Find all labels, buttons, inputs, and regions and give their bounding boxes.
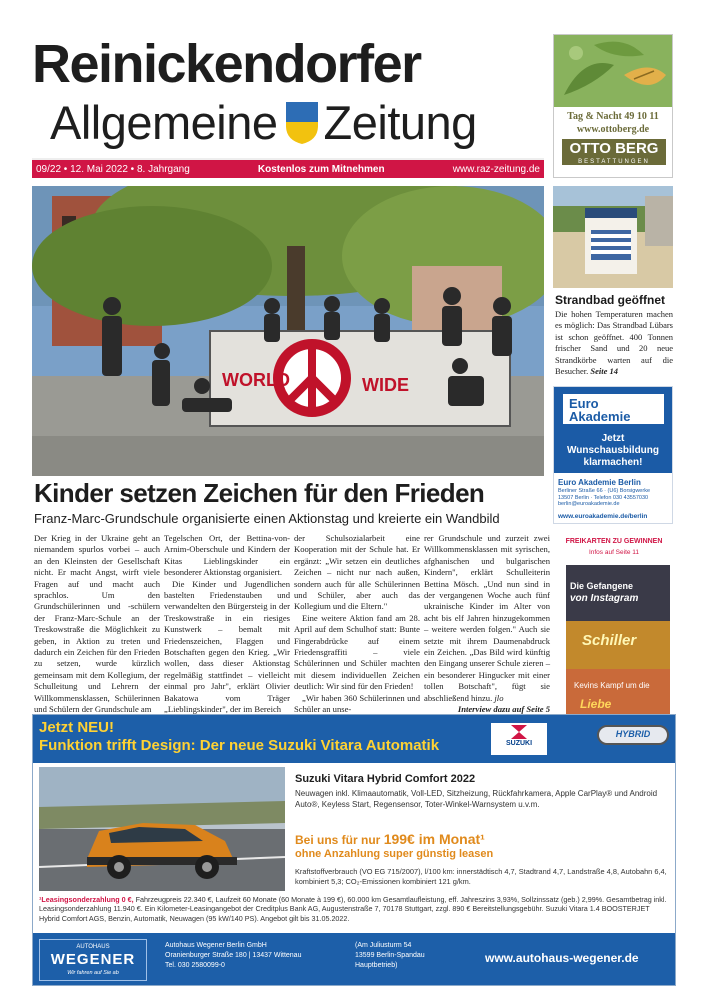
article-column-3 — [294, 533, 420, 716]
poster-instagram-title1: Die Gefangene — [570, 581, 634, 591]
euro-top-panel — [554, 387, 672, 473]
poster-kevin-title2: Liebe — [580, 697, 612, 711]
otto-berg-ad[interactable] — [553, 34, 673, 178]
dealer-address-second — [355, 941, 425, 971]
poster-kevin-title1: Kevins Kampf um die — [574, 681, 650, 690]
article-col3-text-a: der Schulsozialarbeit eine Kooperation mit der Schule hat. Er ergänzt: „Wir setzen ein deutliches Zeichen – nicht nur nach außen, sondern auch für alle Schülerinnen und Schüler, aber auch das Kollegium und die Eltern." — [294, 533, 420, 612]
poster-instagram — [566, 565, 670, 621]
leaf-image — [554, 35, 672, 107]
euro-address-line3: berlin@euroakademie.de — [558, 501, 620, 508]
ad-fine-print — [39, 895, 671, 923]
article-col2-text-a: Tegelschen Ort, der Bettina-von-Arnim-Oberschule und Kindern der Kitas Lieblingskinder ein besonderer Aktionstag organisiert. — [164, 533, 290, 578]
article-column-4 — [424, 533, 550, 716]
euro-cta-line2: Wunschausbildung — [566, 445, 660, 456]
euro-web[interactable]: www.euroakademie.de/berlin — [558, 513, 648, 520]
hybrid-text: HYBRID — [615, 729, 651, 739]
dealer-address-line2: Oranienburger Straße 180 | 13437 Wittenau — [165, 952, 302, 959]
beach-text — [555, 309, 673, 377]
suzuki-ad-header — [33, 715, 676, 763]
masthead-title-line2 — [50, 96, 477, 150]
free-note: Kostenlos zum Mitnehmen — [257, 163, 385, 175]
car-model: Suzuki Vitara Hybrid Comfort 2022 — [295, 773, 476, 785]
fuel-consumption: Kraftstoffverbrauch (VO EG 715/2007), l/100 km: innerstädtisch 4,7, Stadtrand 4,7, Landstraße 4,8, Autobahn 6,4, kombiniert 5,3; CO₂-Emissionen kombiniert 121 g/km. — [295, 867, 667, 886]
beach-headline: Strandbad geöffnet — [555, 293, 665, 307]
win-posters[interactable] — [566, 565, 670, 727]
euro-cta — [554, 433, 672, 469]
dealer-logo — [39, 939, 147, 981]
euro-cta-line1: Jetzt — [601, 433, 625, 444]
article-col2-text-b: Die Kinder und Jugendlichen bastelten Friedenstauben und verwandelten den Bürgersteig in der Treskowstraße in ein riesiges Kunstwerk – bemalt mit Friedenszeichen, Flaggen und Botschaften gegen den Krieg. „Wir wollen, dass dieser Aktionstag regelmäßig stattfindet – vielleicht einmal pro Jahr", erklärt Olivier Bakatowa vom Träger „Lieblingskinder", der im Bereich — [164, 578, 290, 715]
otto-phone: Tag & Nacht 49 10 11 — [567, 111, 659, 122]
beach-body: Die hohen Temperaturen machen es möglich: Das Strandbad Lübars ist schon geöffnet. 400 Tonnen frischer Sand und 20 neue Strandkörbe warten auf die Besucher. — [555, 309, 673, 377]
beach-photo — [553, 186, 673, 288]
article-col1-text: Der Krieg in der Ukraine geht an niemandem spurlos vorbei – auch an den Kleinsten der Gesellschaft nicht. Er macht Angst, wirft viele Fragen auf und macht auch sprachlos. Um den Grundschülerinnen und -schülern der Franz-Marc-Schule an der Treskowstraße die Möglichkeit zu geben, in Aktion zu treten und dadurch ein Zeichen für den Frieden zu setzen, wurde kürzlich gemeinsam mit dem Kollegium, der Schulleitung und Lehrern der Willkommensklassen, Schülerinnen und Schülern der Grundschule am — [34, 533, 160, 715]
euro-address — [558, 488, 650, 508]
otto-brand-text: OTTO BERG — [569, 140, 659, 157]
masthead-title-zeitung: Zeitung — [323, 96, 477, 149]
poster-schiller-title: Schiller — [582, 632, 637, 649]
dealer-logo-tagline: Wir fahren auf Sie ab — [67, 970, 119, 976]
suzuki-logo — [491, 723, 547, 755]
suzuki-brand: SUZUKI — [505, 740, 533, 747]
article-column-1 — [34, 533, 160, 716]
suzuki-ad-line2: Funktion trifft Design: Der neue Suzuki Vitara Automatik — [39, 737, 440, 754]
masthead-title-allgemeine: Allgemeine — [50, 96, 278, 149]
article-col4-text — [424, 533, 550, 704]
offer-prefix: Bei uns für nur — [295, 833, 381, 847]
svg-text:WORLD: WORLD — [222, 370, 290, 390]
dealer-logo-name: WEGENER — [50, 951, 136, 968]
svg-text:WIDE: WIDE — [362, 375, 409, 395]
article-subhead: Franz-Marc-Grundschule organisierte einen Aktionstag und kreierte ein Wandbild — [34, 511, 500, 526]
win-sub[interactable]: Infos auf Seite 11 — [588, 549, 640, 556]
win-headline: FREIKARTEN ZU GEWINNEN — [565, 538, 663, 545]
article-col3-text-b: Eine weitere Aktion fand am 28. April auf dem Schulhof statt: Bunte Fingerabdrücke auf einem Friedensgraffiti – viele Schülerinnen und Schüler machten mit diesem individuellen Zeichen deutlich: Wir sind für den Frieden! — [294, 612, 420, 692]
fine-print-red: ¹Leasingsonderzahlung 0 €, — [39, 895, 134, 904]
dealer-logo-small: AUTOHAUS — [76, 944, 110, 950]
issue-bar — [32, 158, 544, 178]
offer-terms: ohne Anzahlung super günstig leasen — [295, 848, 494, 860]
offer-price — [295, 831, 485, 847]
dealer-footer — [33, 933, 676, 986]
hybrid-badge — [597, 725, 669, 745]
poster-schiller — [566, 621, 670, 669]
poster-instagram-title2: von Instagram — [570, 593, 639, 604]
dealer-second-line3: Hauptbetrieb) — [355, 962, 398, 969]
otto-web[interactable]: www.ottoberg.de — [576, 124, 650, 135]
euro-logo-line2: Akademie — [569, 409, 631, 424]
article-col4-body: rer Grundschule und zurzeit zwei Willkommensklassen mit syrischen, afghanischen und bulgarischen Kindern", erklärt Schulleiterin Bettina Mösch. „Und nun sind in der vergangenen Woche auch fünf ukrainische Kinder im Alter von acht bis elf Jahren hinzugekommen – weitere werden folgen." Auch sie setzte mit ihrem Daumenabdruck ein Zeichen. „Das Bild wird künftig den Eingang unserer Schule zieren – ein besonderer Hingucker mit einer tollen Botschaft", fügt sie abschließend hinzu. — [424, 533, 550, 703]
dealer-second-line2: 13599 Berlin-Spandau — [355, 952, 425, 959]
article-byline[interactable]: Interview dazu auf Seite 5 — [457, 704, 550, 715]
euro-akademie-ad[interactable] — [553, 386, 673, 524]
masthead-title-line1: Reinickendorfer — [32, 34, 421, 94]
suzuki-s-icon — [491, 723, 547, 741]
euro-address-line1: Berliner Straße 66 · (U6) Borsigwerke — [558, 488, 651, 494]
dealer-address-main — [165, 941, 301, 971]
offer-price-value: 199€ im Monat¹ — [383, 831, 485, 847]
suzuki-ad-line1: Jetzt NEU! — [39, 719, 115, 736]
suzuki-ad[interactable] — [32, 714, 676, 986]
euro-address-line2: 13507 Berlin · Telefon 030 43557030 — [558, 494, 649, 501]
euro-cta-line3: klarmachen! — [583, 457, 643, 468]
car-spec: Neuwagen inkl. Klimaautomatik, Voll-LED, Sitzheizung, Rückfahrkamera, Apple CarPlay® und Android Auto®, Keyless Start, Regensensor, Toter-Winkel-Warnsystem u.v.m. — [295, 789, 658, 809]
article-author-tag: jlo — [494, 692, 504, 703]
fine-print-body: Fahrzeugpreis 22.340 €, Laufzeit 60 Monate (60 Monate à 199 €), 60.000 km Gesamtlaufleistung, eff. Jahreszins 3,93%, Sollzinssatz (geb.) 2,99%. Gesamtbetrag inkl. Leasingsonderzahlung 11.940 €. Ein Kilometer-Leasingangebot der Creditplus Bank AG, Augustenstraße 7, 70178 Stuttgart, zzgl. 890 € Bereitstellungsgebühr. Suzuki Vitara 1.4 BOOSTERJET Hybrid Comfort AGS, Benzin, Automatik, Neuwagen (95 kW/140 PS). Angebot gilt bis 31.05.2022. — [39, 895, 667, 923]
euro-name: Euro Akademie Berlin — [558, 478, 641, 487]
crest-icon — [286, 102, 318, 144]
euro-logo — [562, 393, 665, 425]
otto-sub: BESTATTUNGEN — [578, 159, 650, 165]
website-link[interactable]: www.raz-zeitung.de — [452, 163, 540, 175]
issue-info: 09/22 • 12. Mai 2022 • 8. Jahrgang — [36, 163, 190, 175]
dealer-second-line1: (Am Juliusturm 54 — [355, 942, 412, 949]
beach-page-ref[interactable]: Seite 14 — [590, 366, 619, 377]
article-headline: Kinder setzen Zeichen für den Frieden — [34, 478, 485, 508]
article-column-2 — [164, 533, 290, 716]
article-col3-text-c: „Wir haben 360 Schülerinnen und Schüler an unse- — [294, 692, 420, 715]
dealer-phone[interactable]: Tel. 030 2580099-0 — [165, 962, 225, 969]
euro-logo-line1: Euro — [569, 396, 599, 411]
dealer-web[interactable]: www.autohaus-wegener.de — [485, 951, 639, 965]
dealer-address-line1: Autohaus Wegener Berlin GmbH — [165, 942, 267, 949]
car-image — [39, 767, 285, 891]
main-photo — [32, 186, 544, 476]
